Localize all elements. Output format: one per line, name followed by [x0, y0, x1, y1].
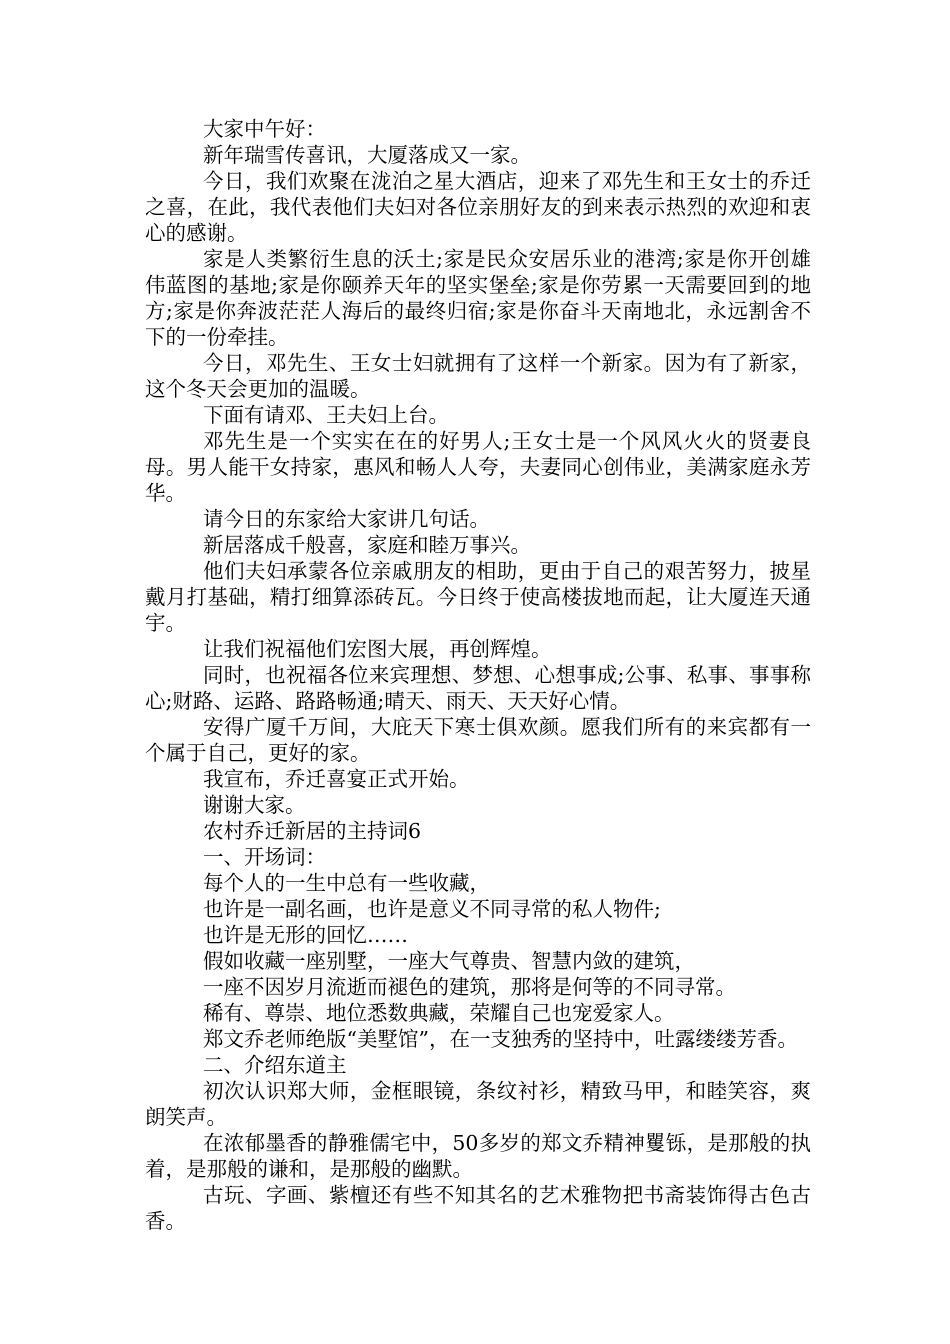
paragraph: 家是人类繁衍生息的沃土;家是民众安居乐业的港湾;家是你开创雄伟蓝图的基地;家是你颐养天年的坚实堡垒;家是你劳累一天需要回到的地方;家是你奔波茫茫人海后的最终归宿;家是你奋斗天南地北，永远割舍不下的一份牵挂。 — [145, 247, 811, 349]
paragraph-greeting: 大家中午好： — [203, 117, 326, 141]
section-heading-host: 二、介绍东道主 — [203, 1053, 347, 1077]
paragraph: 新居落成千般喜，家庭和睦万事兴。 — [203, 533, 531, 557]
paragraph: 让我们祝福他们宏图大展，再创辉煌。 — [203, 637, 552, 661]
document-body — [145, 116, 811, 1234]
paragraph: 同时，也祝福各位来宾理想、梦想、心想事成;公事、私事、事事称心;财路、运路、路路畅通;晴天、雨天、天天好心情。 — [145, 663, 811, 713]
paragraph: 稀有、尊崇、地位悉数典藏，荣耀自己也宠爱家人。 — [203, 1001, 675, 1025]
paragraph: 一座不因岁月流逝而褪色的建筑，那将是何等的不同寻常。 — [203, 975, 736, 999]
paragraph: 古玩、字画、紫檀还有些不知其名的艺术雅物把书斋装饰得古色古香。 — [145, 1183, 811, 1233]
paragraph: 今日，我们欢聚在泷泊之星大酒店，迎来了邓先生和王女士的乔迁之喜，在此，我代表他们夫妇对各位亲朋好友的到来表示热烈的欢迎和衷心的感谢。 — [145, 169, 811, 245]
paragraph: 也许是无形的回忆…… — [203, 923, 408, 947]
paragraph: 谢谢大家。 — [203, 793, 306, 817]
paragraph: 安得广厦千万间，大庇天下寒士俱欢颜。愿我们所有的来宾都有一个属于自己，更好的家。 — [145, 715, 811, 765]
paragraph: 新年瑞雪传喜讯，大厦落成又一家。 — [203, 143, 531, 167]
paragraph: 邓先生是一个实实在在的好男人;王女士是一个风风火火的贤妻良母。男人能干女持家，惠风和畅人人夸，夫妻同心创伟业，美满家庭永芳华。 — [145, 429, 811, 505]
paragraph: 每个人的一生中总有一些收藏， — [203, 871, 490, 895]
paragraph: 郑文乔老师绝版“美墅馆”，在一支独秀的坚持中，吐露缕缕芳香。 — [203, 1027, 798, 1051]
section-heading-opening: 一、开场词： — [203, 845, 326, 869]
paragraph: 也许是一副名画，也许是意义不同寻常的私人物件; — [203, 897, 661, 921]
paragraph: 请今日的东家给大家讲几句话。 — [203, 507, 490, 531]
paragraph: 假如收藏一座别墅，一座大气尊贵、智慧内敛的建筑， — [203, 949, 695, 973]
paragraph: 他们夫妇承蒙各位亲戚朋友的相助，更由于自己的艰苦努力，披星戴月打基础，精打细算添砖瓦。今日终于使高楼拔地而起，让大厦连天通宇。 — [145, 559, 811, 635]
paragraph: 今日，邓先生、王女士妇就拥有了这样一个新家。因为有了新家，这个冬天会更加的温暖。 — [145, 351, 811, 401]
paragraph: 在浓郁墨香的静雅儒宅中，50多岁的郑文乔精神矍铄，是那般的执着，是那般的谦和，是那般的幽默。 — [145, 1131, 811, 1181]
paragraph: 下面有请邓、王夫妇上台。 — [203, 403, 449, 427]
paragraph: 初次认识郑大师，金框眼镜，条纹衬衫，精致马甲，和睦笑容，爽朗笑声。 — [145, 1079, 811, 1129]
paragraph: 我宣布，乔迁喜宴正式开始。 — [203, 767, 470, 791]
section-title: 农村乔迁新居的主持词6 — [203, 819, 422, 843]
